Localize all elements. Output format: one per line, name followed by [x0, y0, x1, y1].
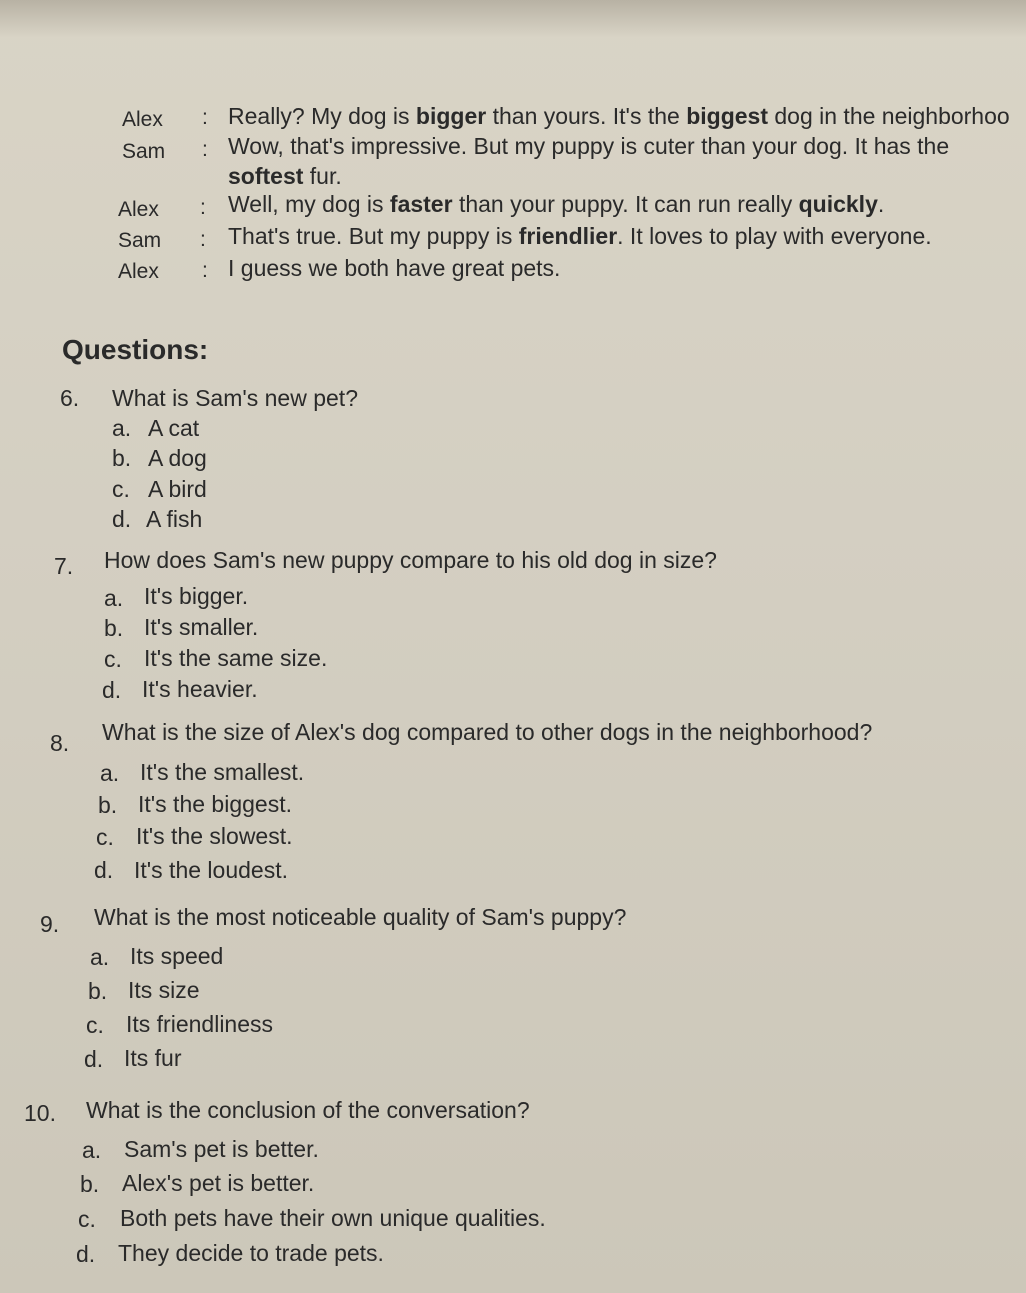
- option-text: Its size: [128, 977, 200, 1003]
- question-text: What is the size of Alex's dog compared to other dogs in the neighborhood?: [102, 719, 873, 745]
- question-number: 9.: [40, 911, 60, 937]
- dialogue-line: Well, my dog is faster than your puppy. It can run really quickly.: [228, 191, 885, 217]
- option-letter: c.: [86, 1012, 104, 1038]
- option-text: It's smaller.: [144, 614, 259, 640]
- question-text: How does Sam's new puppy compare to his old dog in size?: [104, 547, 717, 573]
- dialogue-line: Wow, that's impressive. But my puppy is cuter than your dog. It has the: [228, 133, 950, 159]
- option-text: It's the smallest.: [140, 759, 305, 785]
- question-text: What is Sam's new pet?: [112, 385, 358, 411]
- option-letter: b.: [112, 445, 132, 471]
- option-text: Its fur: [124, 1045, 182, 1071]
- colon: :: [202, 259, 208, 282]
- option-text: Its speed: [130, 943, 224, 969]
- option-letter: c.: [104, 646, 122, 672]
- dialogue-line: That's true. But my puppy is friendlier. It loves to play with everyone.: [228, 223, 932, 249]
- page-top-edge: [0, 0, 1026, 38]
- option-letter: a.: [112, 415, 132, 441]
- option-letter: c.: [112, 476, 130, 502]
- option-text: A dog: [148, 445, 207, 471]
- option-letter: c.: [96, 824, 114, 850]
- colon: :: [200, 196, 206, 219]
- question-text: What is the conclusion of the conversation?: [86, 1097, 530, 1123]
- option-text: Both pets have their own unique qualities.: [120, 1205, 546, 1231]
- speaker-name: Alex: [118, 260, 159, 283]
- colon: :: [200, 228, 206, 251]
- option-text: It's the biggest.: [138, 791, 292, 817]
- option-letter: b.: [88, 978, 108, 1004]
- question-number: 10.: [24, 1100, 56, 1126]
- question-number: 8.: [50, 730, 70, 756]
- colon: :: [202, 138, 208, 161]
- option-text: It's heavier.: [142, 676, 258, 702]
- speaker-name: Alex: [122, 108, 163, 131]
- option-letter: a.: [104, 585, 124, 611]
- option-letter: c.: [78, 1206, 96, 1232]
- option-text: They decide to trade pets.: [118, 1240, 384, 1266]
- option-text: It's the same size.: [144, 645, 328, 671]
- option-text: It's the loudest.: [134, 857, 288, 883]
- speaker-name: Sam: [122, 140, 166, 163]
- option-letter: b.: [104, 615, 124, 641]
- option-letter: d.: [102, 677, 122, 703]
- option-text: It's bigger.: [144, 583, 249, 609]
- option-text: Sam's pet is better.: [124, 1136, 319, 1162]
- option-text: Alex's pet is better.: [122, 1170, 315, 1196]
- option-letter: a.: [82, 1137, 102, 1163]
- option-text: A cat: [148, 415, 200, 441]
- option-letter: a.: [90, 944, 110, 970]
- option-letter: b.: [98, 792, 118, 818]
- question-text: What is the most noticeable quality of Sam's puppy?: [94, 904, 627, 930]
- question-number: 6.: [60, 385, 80, 411]
- speaker-name: Alex: [118, 198, 159, 221]
- option-text: It's the slowest.: [136, 823, 293, 849]
- option-letter: d.: [112, 506, 132, 532]
- dialogue-line: Really? My dog is bigger than yours. It's the biggest dog in the neighborhoo: [228, 103, 1010, 129]
- question-number: 7.: [54, 553, 74, 579]
- option-letter: d.: [84, 1046, 104, 1072]
- option-letter: b.: [80, 1171, 100, 1197]
- questions-heading: Questions:: [62, 334, 209, 365]
- option-text: A bird: [148, 476, 207, 502]
- dialogue-line: I guess we both have great pets.: [228, 255, 561, 281]
- option-letter: d.: [94, 857, 114, 883]
- speaker-name: Sam: [118, 229, 162, 252]
- option-text: A fish: [146, 506, 203, 532]
- dialogue-line: softest fur.: [228, 163, 342, 189]
- colon: :: [202, 106, 208, 129]
- option-letter: d.: [76, 1241, 96, 1267]
- option-text: Its friendliness: [126, 1011, 274, 1037]
- option-letter: a.: [100, 760, 120, 786]
